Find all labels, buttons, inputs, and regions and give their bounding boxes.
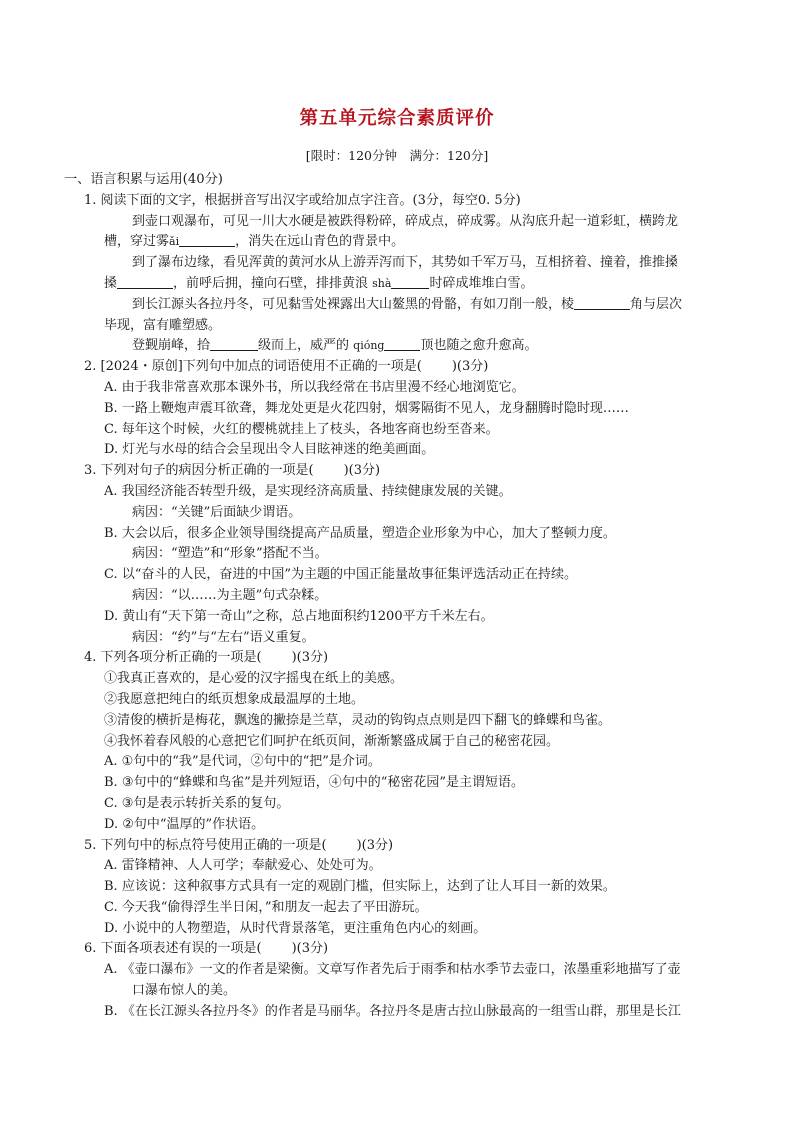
question-3-stem — [64, 461, 736, 482]
question-text: )(3分) — [291, 650, 329, 666]
pinyin-hint: qióng — [353, 339, 385, 353]
q1-text: 到长江源头各拉丹冬，可见黏雪处裸露出大山鳌黑的骨骼，有如刀削一般，棱 — [132, 296, 575, 312]
question-1-stem: 1. 阅读下面的文字，根据拼音写出汉字或给加点字注音。(3分，每空0. 5分) — [84, 192, 521, 208]
sentence-2: ②我愿意把纯白的纸页想象成最温厚的土地。 — [104, 691, 365, 707]
option-b: B. ③句中的“蜂蝶和鸟雀”是并列短语，④句中的“秘密花园”是主谓短语。 — [104, 775, 525, 791]
q1-text: 顶也随之愈升愈高。 — [420, 338, 538, 354]
option-b: B. 一路上鞭炮声震耳欲聋，舞龙处更是火花四射，烟雾隔街不见人，龙身翻腾时隐时现…… — [104, 400, 629, 416]
answer-blank[interactable] — [179, 234, 235, 247]
option-c: C. 每年这个时候，火红的樱桃就挂上了枝头，各地客商也纷至沓来。 — [104, 421, 499, 437]
q1-passage-line: 毕现，富有雕塑感。 — [104, 317, 222, 333]
q1-passage-line — [64, 336, 736, 357]
q1-text: 角与层次 — [630, 296, 683, 312]
question-text: 2. [2024・原创]下列句中加点的词语使用不正确的一项是( — [84, 359, 422, 375]
option-a: A. 《壶口瀑布》一文的作者是梁衡。文章写作者先后于雨季和枯水季节去壶口，浓墨重彩地描写了壶 — [104, 962, 681, 978]
question-text: )(3分) — [343, 463, 381, 479]
answer-blank[interactable] — [574, 297, 630, 310]
option-d: D. 黄山有“天下第一奇山”之称，总占地面积约1200平方千米左右。 — [104, 608, 494, 624]
q1-passage-line — [64, 274, 736, 295]
question-5-stem — [64, 836, 736, 857]
q1-text: 时碎成堆堆白雪。 — [429, 275, 534, 291]
option-a: A. 由于我非常喜欢那本课外书，所以我经常在书店里漫不经心地浏览它。 — [104, 379, 525, 395]
sentence-3: ③清俊的横折是梅花，飘逸的撇捺是兰草，灵动的钩钩点点则是四下翻飞的蜂蝶和鸟雀。 — [104, 712, 612, 728]
section-heading: 一、语言积累与运用(40分) — [64, 172, 223, 187]
pinyin-hint: ǎi — [169, 235, 180, 249]
question-text: )(3分) — [451, 359, 489, 375]
sentence-1: ①我真正喜欢的，是心爱的汉字摇曳在纸上的美感。 — [104, 671, 404, 687]
option-b: B. 大会以后，很多企业领导围绕提高产品质量，塑造企业形象为中心，加大了整顿力度。 — [104, 525, 616, 541]
q1-text: 搡 — [104, 275, 118, 291]
question-text: )(3分) — [291, 941, 329, 957]
option-c: C. 今天我“偷得浮生半日闲，”和朋友一起去了平田游玩。 — [104, 899, 428, 915]
q1-text: 级而上，威严的 — [258, 338, 354, 354]
document-body — [64, 170, 736, 1023]
page-title: 第五单元综合素质评价 — [299, 108, 495, 129]
option-a: A. 雷锋精神、人人可学；奉献爱心、处处可为。 — [104, 858, 382, 874]
option-cause: 病因：“约”与“左右”语义重复。 — [132, 629, 315, 645]
option-a: A. ①句中的“我”是代词，②句中的“把”是介词。 — [104, 754, 381, 770]
question-4-stem — [64, 648, 736, 669]
question-text: 5. 下列句中的标点符号使用正确的一项是( — [84, 837, 327, 853]
answer-blank[interactable] — [117, 276, 173, 289]
option-d: D. 灯光与水母的结合会呈现出令人目眩神迷的绝美画面。 — [104, 442, 435, 458]
question-text: 4. 下列各项分析正确的一项是( — [84, 650, 262, 666]
q1-text: ，消失在远山青色的背景中。 — [235, 234, 405, 250]
question-text: 6. 下面各项表述有误的一项是( — [84, 941, 262, 957]
question-6-stem — [64, 939, 736, 960]
option-a: A. 我国经济能否转型升级，是实现经济高质量、持续健康发展的关键。 — [104, 483, 512, 499]
option-d: D. ②句中“温厚的”作状语。 — [104, 816, 265, 832]
sentence-4: ④我怀着春风般的心意把它们呵护在纸页间，渐渐繁盛成属于自己的秘密花园。 — [104, 733, 560, 749]
q1-passage-line — [64, 295, 736, 316]
option-cause: 病因：“以……为主题”句式杂糅。 — [132, 587, 328, 603]
question-text: )(3分) — [356, 837, 394, 853]
option-b: B. 《在长江源头各拉丹冬》的作者是马丽华。各拉丹冬是唐古拉山脉最高的一组雪山群，那里是长江 — [104, 1003, 681, 1019]
option-b: B. 应该说：这种叙事方式具有一定的观剧门槛，但实际上，达到了让人耳目一新的效果。 — [104, 879, 616, 895]
q1-passage-line: 到壶口观瀑布，可见一川大水硬是被跌得粉碎，碎成点，碎成雾。从沟底升起一道彩虹，横跨龙 — [132, 213, 679, 229]
option-cause: 病因：“塑造”和“形象”搭配不当。 — [132, 546, 328, 562]
answer-blank[interactable] — [210, 338, 258, 351]
question-2-stem — [64, 357, 736, 378]
answer-blank[interactable] — [391, 276, 429, 289]
option-c: C. ③句是表示转折关系的复句。 — [104, 795, 290, 811]
q1-passage-line: 到了瀑布边缘，看见浑黄的黄河水从上游弄泻而下，其势如千军万马，互相挤着、撞着，推推搡 — [132, 255, 679, 271]
q1-passage-line — [64, 232, 736, 253]
option-a-continued: 口瀑布惊人的美。 — [132, 983, 237, 999]
option-c: C. 以“奋斗的人民，奋进的中国”为主题的中国正能量故事征集评选活动正在持续。 — [104, 567, 578, 583]
option-cause: 病因：“关键”后面缺少谓语。 — [132, 504, 302, 520]
q1-text: 槽，穿过雾 — [104, 234, 170, 250]
question-text: 3. 下列对句子的病因分析正确的一项是( — [84, 463, 314, 479]
option-d: D. 小说中的人物塑造，从时代背景落笔，更注重角色内心的刻画。 — [104, 920, 487, 936]
q1-text: ，前呼后拥，撞向石壁，排排黄浪 — [173, 275, 373, 291]
answer-blank[interactable] — [384, 338, 420, 351]
pinyin-hint: shà — [372, 276, 392, 290]
time-and-score-info: [限时：120分钟 满分：120分] — [305, 148, 489, 163]
q1-text: 登觐崩峰，拾 — [132, 338, 211, 354]
